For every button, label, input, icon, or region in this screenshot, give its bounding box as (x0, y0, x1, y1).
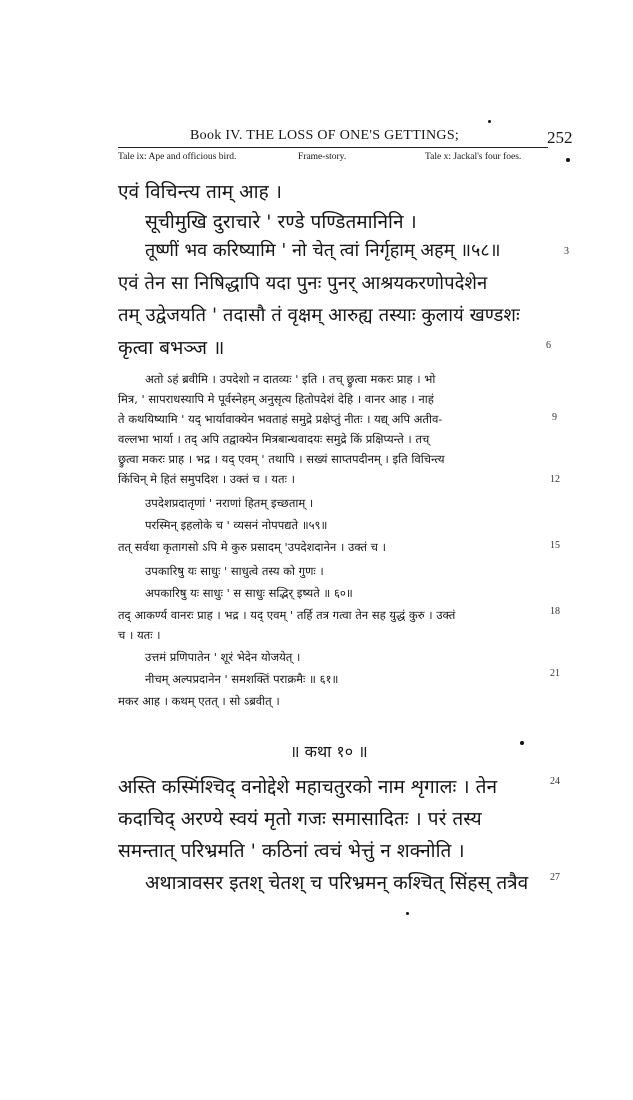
verse-line: परस्मिन् इहलोके च ' व्यसनं नोपपद्यते ॥५९॥ (145, 518, 328, 532)
subhead-right: Tale x: Jackal's four foes. (425, 152, 522, 162)
text-line: समन्तात् परिभ्रमति ' कठिनां त्वचं भेत्तुं न शक्नोति । (118, 840, 465, 862)
text-line: ते कथयिष्यामि ' यद् भार्यावाक्येन भवताहं समुद्रे प्रक्षेप्तुं नीतः । यद्य् अपि अतीव- (118, 412, 443, 426)
line-number: 12 (550, 474, 560, 485)
verse-line: उपदेशप्रदातृणां ' नराणां हितम् इच्छताम् । (145, 496, 314, 510)
verse-line: अपकारिषु यः साधुः ' स साधुः सद्भिर् इष्यते ॥ ६०॥ (145, 586, 353, 600)
text-line: एवं विचिन्त्य ताम् आह । (118, 181, 282, 203)
text-line: मकर आह । कथम् एतत् । सो ऽब्रवीत् । (118, 694, 280, 708)
line-number: 24 (550, 776, 560, 787)
verse-line: उपकारिषु यः साधुः ' साधुत्वे तस्य को गुणः । (145, 564, 324, 578)
text-line: च । यतः । (118, 628, 161, 642)
line-number: 18 (550, 606, 560, 617)
line-number: 9 (552, 412, 557, 423)
verse-line: सूचीमुखि दुराचारे ' रण्डे पण्डितमानिनि । (145, 211, 417, 233)
marginal-dot (566, 158, 570, 162)
text-line: किंचिन् मे हितं समुपदिश । उक्तं च । यतः । (118, 472, 295, 486)
text-line: तम् उद्वेजयति ' तदासौ तं वृक्षम् आरुह्य तस्याः कुलायं खण्डशः (118, 305, 520, 326)
text-line: छ्रुत्वा मकरः प्राह । भद्र । यद् एवम् ' तथापि । सख्यं साप्तपदीनम् । इति विचिन्त्य (118, 452, 445, 466)
subhead-center: Frame-story. (298, 152, 347, 162)
line-number: 15 (550, 540, 560, 551)
text-line: एवं तेन सा निषिद्धापि यदा पुनः पुनर् आश्रयकरणोपदेशेन (118, 273, 488, 294)
verse-line: नीचम् अल्पप्रदानेन ' समशक्तिं पराक्रमैः ॥ ६१॥ (145, 672, 339, 686)
line-number: 6 (546, 340, 551, 351)
line-number: 27 (550, 872, 560, 883)
text-line: तत् सर्वथा कृतागसो ऽपि मे कुरु प्रसादम् 'उपदेशदानेन । उक्तं च । (118, 540, 386, 554)
header-rule (118, 147, 548, 148)
verse-line: उत्तमं प्रणिपातेन ' शूरं भेदेन योजयेत् । (145, 650, 301, 664)
text-line: तद् आकर्ण्य वानरः प्राह । भद्र । यद् एवम् ' तर्हि तत्र गत्वा तेन सह युद्धं कुरु । उक्तं (118, 608, 456, 622)
page-number: 252 (547, 128, 573, 147)
text-line: वल्लभा भार्या । तद् अपि तद्वाक्येन मित्रबान्धवादयः समुद्रे किं प्रक्षिप्यन्ते । तच् (118, 432, 430, 446)
text-line: अस्ति कस्मिंश्चिद् वनोद्देशे महाचतुरको नाम शृगालः । तेन (118, 776, 498, 798)
running-head: Book IV. THE LOSS OF ONE'S GETTINGS; (190, 128, 460, 143)
story-heading: ॥ कथा १० ॥ (290, 742, 368, 761)
line-number: 21 (550, 668, 560, 679)
verse-line: तूष्णीं भव करिष्यामि ' नो चेत् त्वां निर्गृहाम् अहम् ॥५८॥ (145, 240, 501, 261)
text-line: अथात्रावसर इतश् चेतश् च परिभ्रमन् कश्चित् सिंहस् तत्रैव (145, 872, 529, 894)
subhead-left: Tale ix: Ape and officious bird. (118, 152, 237, 162)
text-line: कृत्वा बभञ्ज ॥ (118, 337, 225, 359)
speck-mark (488, 120, 491, 123)
text-line: कदाचिद् अरण्ये स्वयं मृतो गजः समासादितः । परं तस्य (118, 808, 482, 830)
line-number: 3 (564, 246, 569, 257)
text-line: मित्र, ' सापराधस्यापि मे पूर्वस्नेहम् अनुसृत्य हितोपदेशं देहि । वानर आह । नाहं (118, 392, 434, 406)
marginal-dot (520, 741, 524, 745)
text-line: अतो ऽहं ब्रवीमि । उपदेशो न दातव्यः ' इति । तच् छ्रुत्वा मकरः प्राह । भो (145, 372, 436, 386)
speck-mark (406, 912, 409, 915)
